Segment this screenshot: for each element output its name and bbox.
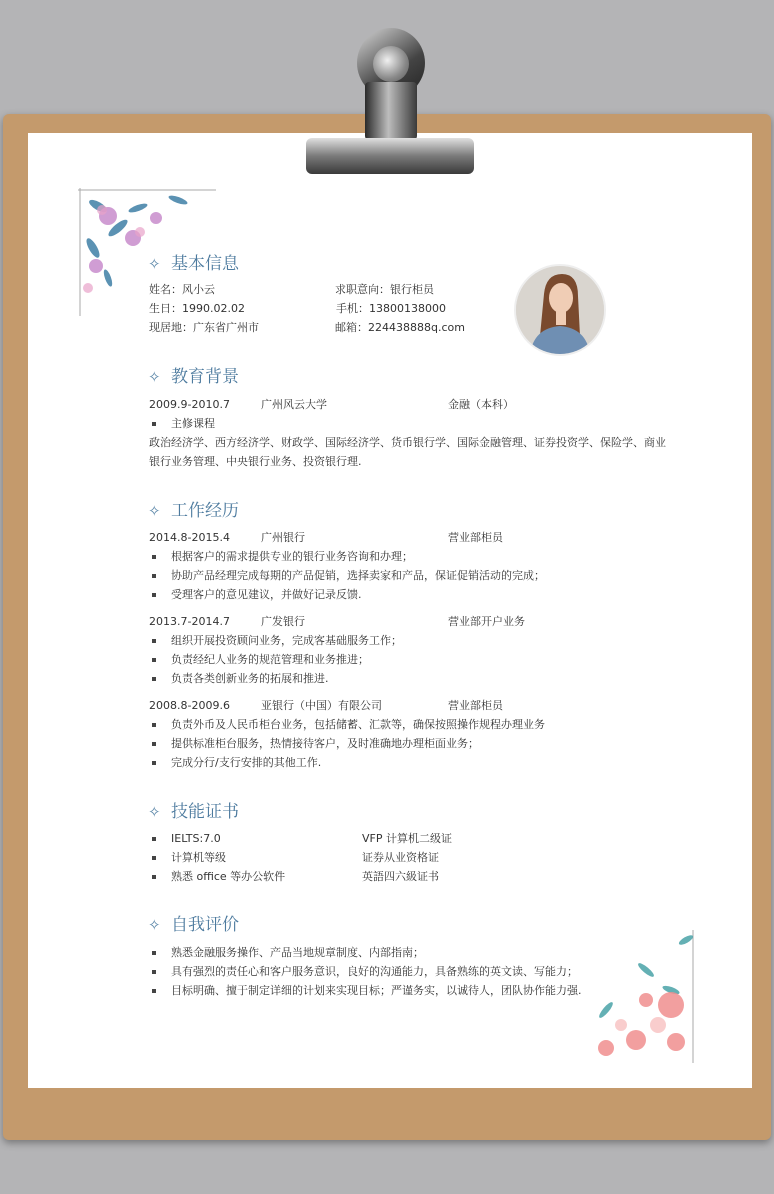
bullet — [152, 970, 156, 974]
job-item: 受理客户的意见建议，并做好记录反馈. — [171, 588, 362, 601]
bullet — [152, 639, 156, 643]
job-item: 负责各类创新业务的拓展和推进. — [171, 672, 329, 685]
certificate-item: 证券从业资格证 — [362, 851, 439, 864]
job-item: 根据客户的需求提供专业的银行业务咨询和办理； — [171, 550, 413, 563]
job-company: 亚银行（中国）有限公司 — [261, 699, 382, 712]
education-school: 广州风云大学 — [261, 398, 327, 411]
job-period: 2008.8-2009.6 — [149, 699, 230, 712]
bullet — [152, 723, 156, 727]
diamond-star-icon: ✧ — [148, 916, 161, 934]
bullet — [152, 677, 156, 681]
diamond-star-icon: ✧ — [148, 255, 161, 273]
education-course-label: 主修课程 — [171, 417, 215, 430]
job-period: 2013.7-2014.7 — [149, 615, 230, 628]
certificate-item: VFP 计算机二级证 — [362, 832, 452, 845]
self-evaluation-item: 具有强烈的责任心和客户服务意识，良好的沟通能力，具备熟练的英文读、写能力； — [171, 965, 578, 978]
bullet — [152, 574, 156, 578]
bullet — [152, 989, 156, 993]
skill-item: 计算机等级 — [171, 851, 226, 864]
bullet — [152, 951, 156, 955]
self-evaluation-item: 目标明确、擅于制定详细的计划来实现目标；严谨务实，以诚待人，团队协作能力强. — [171, 984, 582, 997]
basic-phone: 手机：13800138000 — [336, 302, 446, 315]
job-position: 营业部开户业务 — [448, 615, 525, 628]
diamond-star-icon: ✧ — [148, 803, 161, 821]
section-title-basic: 基本信息 — [171, 254, 239, 274]
education-courses-line1: 政治经济学、西方经济学、财政学、国际经济学、货币银行学、国际金融管理、证券投资学、保险学、商业 — [149, 436, 666, 449]
basic-email: 邮箱：224438888q.com — [335, 321, 465, 334]
basic-birthday: 生日：1990.02.02 — [149, 302, 245, 315]
education-period: 2009.9-2010.7 — [149, 398, 230, 411]
job-item: 组织开展投资顾问业务，完成客基础服务工作； — [171, 634, 402, 647]
job-company: 广州银行 — [261, 531, 305, 544]
skill-item: 熟悉 office 等办公软件 — [171, 870, 286, 883]
bullet — [152, 761, 156, 765]
basic-location: 现居地：广东省广州市 — [149, 321, 259, 334]
diamond-star-icon: ✧ — [148, 368, 161, 386]
bullet — [152, 658, 156, 662]
basic-objective: 求职意向：银行柜员 — [335, 283, 434, 296]
job-position: 营业部柜员 — [448, 699, 503, 712]
bullet — [152, 742, 156, 746]
job-item: 负责经纪人业务的规范管理和业务推进； — [171, 653, 369, 666]
job-item: 协助产品经理完成每期的产品促销，选择卖家和产品，保证促销活动的完成； — [171, 569, 545, 582]
section-title-skills: 技能证书 — [171, 802, 239, 822]
basic-name: 姓名：风小云 — [149, 283, 215, 296]
self-evaluation-item: 熟悉金融服务操作、产品当地规章制度、内部指南； — [171, 946, 424, 959]
bullet — [152, 422, 156, 426]
education-courses-line2: 银行业务管理、中央银行业务、投资银行理. — [149, 455, 362, 468]
job-period: 2014.8-2015.4 — [149, 531, 230, 544]
education-major: 金融（本科） — [448, 398, 514, 411]
bullet — [152, 555, 156, 559]
job-position: 营业部柜员 — [448, 531, 503, 544]
certificate-item: 英語四六級证书 — [362, 870, 439, 883]
bullet — [152, 856, 156, 860]
skill-item: IELTS:7.0 — [171, 832, 221, 845]
section-title-self: 自我评价 — [171, 915, 239, 935]
job-item: 提供标准柜台服务，热情接待客户，及时准确地办理柜面业务； — [171, 737, 479, 750]
bullet — [152, 837, 156, 841]
bullet — [152, 875, 156, 879]
job-item: 负责外币及人民币柜台业务，包括储蓄、汇款等，确保按照操作规程办理业务 — [171, 718, 545, 731]
job-item: 完成分行/支行安排的其他工作. — [171, 756, 322, 769]
bullet — [152, 593, 156, 597]
section-title-education: 教育背景 — [171, 367, 239, 387]
job-company: 广发银行 — [261, 615, 305, 628]
diamond-star-icon: ✧ — [148, 502, 161, 520]
section-title-work: 工作经历 — [171, 501, 239, 521]
